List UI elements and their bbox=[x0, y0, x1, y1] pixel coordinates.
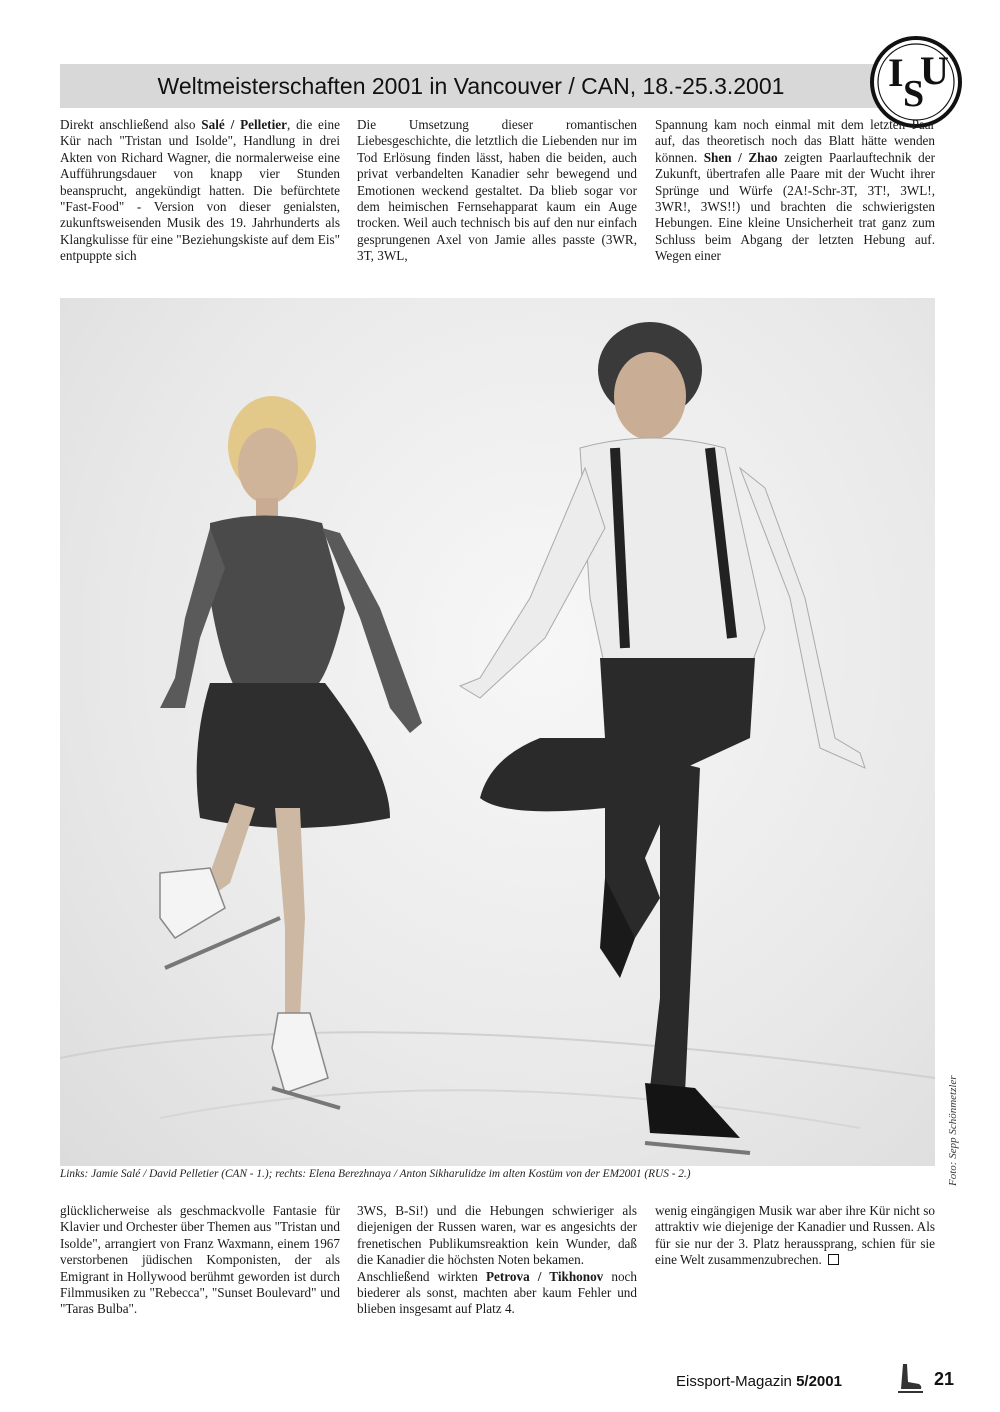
end-of-article-icon bbox=[828, 1254, 839, 1265]
magazine-name: Eissport-Magazin bbox=[676, 1373, 792, 1390]
article-column-2-bottom: 3WS, B-Si!) und die Hebungen schwieriger als diejenigen der Russen waren, war es angesichts der frenetischen Publikumsreaktion kein Wunder, daß die Kanadier die höchsten Noten bekamen. Anschließend wirkten Petrova / Tikhonov noch biederer als sonst, machten aber kaum Fehler und blieben insgesamt auf Platz 4. bbox=[357, 1203, 637, 1317]
article-column-1: Direkt anschließend also Salé / Pelletier, die eine Kür nach "Tristan und Isolde", Handlung in drei Akten von Richard Wagner, die normalerweise eine Aufführungsdauer von knapp vier Stunden beansprucht, angekündigt hatten. Die befürchtete "Fast-Food" - Version von dieser genialsten, zukunftsweisenden Musik des 19. Jahrhunderts als Klangkulisse für eine "Beziehungskiste auf dem Eis" entpuppte sich bbox=[60, 117, 340, 264]
pair-name-shen-zhao: Shen / Zhao bbox=[703, 149, 778, 165]
isu-logo bbox=[868, 34, 964, 130]
skate-icon bbox=[895, 1362, 925, 1396]
pair-name-petrova-tikhonov: Petrova / Tikhonov bbox=[485, 1268, 604, 1284]
page-number: 21 bbox=[934, 1369, 955, 1389]
photo-credit: Foto: Sepp Schönmetzler bbox=[947, 1075, 959, 1186]
skating-photo bbox=[60, 298, 935, 1166]
issue-number: 5/2001 bbox=[796, 1373, 842, 1390]
photo-caption: Links: Jamie Salé / David Pelletier (CAN - 1.); rechts: Elena Berezhnaya / Anton Sikharulidze im alten Kostüm von der EM2001 (RUS - 2.) bbox=[60, 1168, 691, 1180]
article-column-2: Die Umsetzung dieser romantischen Liebesgeschichte, die letztlich die Liebenden nur im Tod Erlösung finden lässt, haben die beiden, auch privat verbandelten Kanadier sehr bewegend und Emotionen weckend gestaltet. Da blieb sogar vor dem heimischen Fernsehapparat kaum ein Auge trocken. Weil auch technisch bis auf den nur einfach gesprungenen Axel von Jamie alles passte (3WR, 3T, 3WL, bbox=[357, 117, 637, 264]
article-column-1-bottom: glücklicherweise als geschmackvolle Fantasie für Klavier und Orchester über Themen aus "Tristan und Isolde", arrangiert von Franz Waxmann, einem 1967 verstorbenen jüdischen Komponisten, der als Emigrant in Hollywood berühmt geworden ist durch Filmmusiken zu "Rebecca", "Sunset Boulevard" und "Taras Bulba". bbox=[60, 1203, 340, 1317]
footer-magazine bbox=[676, 1373, 842, 1395]
article-column-3-bottom: wenig eingängigen Musik war aber ihre Kür nicht so attraktiv wie diejenige der Kanadier und Russen. Als für sie nur der 3. Platz heraussprang, schien für sie eine Welt zusammenzubrechen. bbox=[655, 1203, 935, 1268]
svg-text:U: U bbox=[920, 48, 949, 93]
article-column-3: Spannung kam noch einmal mit dem letzten Paar auf, das theoretisch noch das Blatt hätte wenden können. Shen / Zhao zeigten Paarlauftechnik der Zukunft, übertrafen alle Paare mit der Wucht ihrer Sprünge und Würfe (2A!-Schr-3T, 3T!, 3WL!, 3WR!, 3WS!!) und brachten die schwierigsten Hebungen. Eine kleine Unsicherheit trat ganz zum Schluss beim Abgang der letzten Hebung auf. Wegen einer bbox=[655, 117, 935, 264]
page-title: Weltmeisterschaften 2001 in Vancouver / CAN, 18.-25.3.2001 bbox=[157, 73, 785, 99]
svg-text:S: S bbox=[903, 73, 925, 115]
pair-name-sale-pelletier: Salé / Pelletier bbox=[201, 117, 287, 132]
svg-text:I: I bbox=[888, 50, 904, 95]
